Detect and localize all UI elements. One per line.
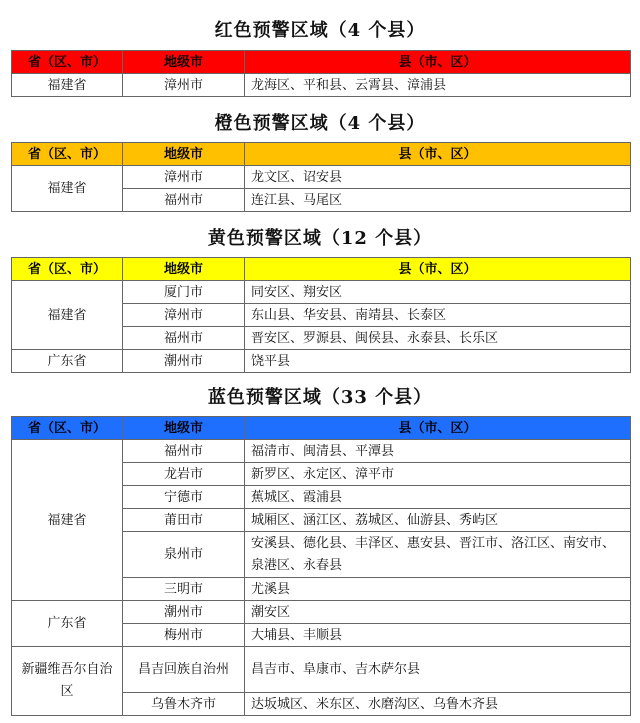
table-header-row [12, 143, 631, 166]
county-cell: 新罗区、永定区、漳平市 [245, 463, 631, 486]
county-cell: 龙海区、平和县、云霄县、漳浦县 [245, 74, 631, 97]
county-cell: 蕉城区、霞浦县 [245, 486, 631, 509]
yellow-warning-table [11, 257, 631, 373]
city-cell: 宁德市 [123, 486, 245, 509]
county-cell: 饶平县 [245, 350, 631, 373]
header-province: 省（区、市） [12, 417, 123, 440]
header-county: 县（市、区） [245, 143, 631, 166]
blue-section-title: 蓝色预警区域（33 个县） [207, 387, 433, 408]
header-prefecture: 地级市 [123, 143, 245, 166]
red-warning-table [11, 50, 631, 97]
table-row [12, 601, 631, 624]
city-cell: 潮州市 [123, 601, 245, 624]
header-province: 省（区、市） [12, 258, 123, 281]
header-province: 省（区、市） [12, 143, 123, 166]
province-cell: 福建省 [12, 166, 123, 212]
header-prefecture: 地级市 [123, 51, 245, 74]
county-cell: 连江县、马尾区 [245, 189, 631, 212]
orange-section-title: 橙色预警区域（4 个县） [214, 113, 426, 134]
city-cell: 乌鲁木齐市 [123, 693, 245, 716]
orange-warning-table [11, 142, 631, 212]
city-cell: 三明市 [123, 578, 245, 601]
city-cell: 福州市 [123, 327, 245, 350]
city-cell: 漳州市 [123, 166, 245, 189]
city-cell: 福州市 [123, 189, 245, 212]
city-cell: 莆田市 [123, 509, 245, 532]
province-cell: 福建省 [12, 440, 123, 601]
county-cell: 安溪县、德化县、丰泽区、惠安县、晋江市、洛江区、南安市、泉港区、永春县 [245, 532, 631, 578]
province-cell: 新疆维吾尔自治区 [12, 647, 123, 716]
province-cell: 广东省 [12, 601, 123, 647]
county-cell: 晋安区、罗源县、闽侯县、永泰县、长乐区 [245, 327, 631, 350]
city-cell: 漳州市 [123, 74, 245, 97]
table-row [12, 74, 631, 97]
blue-warning-table [11, 416, 631, 716]
table-row [12, 647, 631, 693]
city-cell: 龙岩市 [123, 463, 245, 486]
red-section-title: 红色预警区域（4 个县） [214, 20, 426, 41]
county-cell: 同安区、翔安区 [245, 281, 631, 304]
header-county: 县（市、区） [245, 417, 631, 440]
city-cell: 厦门市 [123, 281, 245, 304]
province-cell: 福建省 [12, 74, 123, 97]
province-cell: 广东省 [12, 350, 123, 373]
county-cell: 福清市、闽清县、平潭县 [245, 440, 631, 463]
province-cell: 福建省 [12, 281, 123, 350]
table-row [12, 166, 631, 189]
county-cell: 达坂城区、米东区、水磨沟区、乌鲁木齐县 [245, 693, 631, 716]
header-prefecture: 地级市 [123, 258, 245, 281]
table-row [12, 440, 631, 463]
county-cell: 尤溪县 [245, 578, 631, 601]
yellow-section-title: 黄色预警区域（12 个县） [207, 228, 433, 249]
county-cell: 城厢区、涵江区、荔城区、仙游县、秀屿区 [245, 509, 631, 532]
county-cell: 昌吉市、阜康市、吉木萨尔县 [245, 647, 631, 693]
city-cell: 福州市 [123, 440, 245, 463]
header-county: 县（市、区） [245, 51, 631, 74]
county-cell: 潮安区 [245, 601, 631, 624]
county-cell: 大埔县、丰顺县 [245, 624, 631, 647]
table-row [12, 350, 631, 373]
header-prefecture: 地级市 [123, 417, 245, 440]
header-county: 县（市、区） [245, 258, 631, 281]
county-cell: 东山县、华安县、南靖县、长泰区 [245, 304, 631, 327]
county-cell: 龙文区、诏安县 [245, 166, 631, 189]
city-cell: 泉州市 [123, 532, 245, 578]
header-province: 省（区、市） [12, 51, 123, 74]
city-cell: 梅州市 [123, 624, 245, 647]
table-row [12, 281, 631, 304]
table-header-row [12, 258, 631, 281]
city-cell: 漳州市 [123, 304, 245, 327]
city-cell: 昌吉回族自治州 [123, 647, 245, 693]
table-header-row [12, 51, 631, 74]
city-cell: 潮州市 [123, 350, 245, 373]
table-header-row [12, 417, 631, 440]
